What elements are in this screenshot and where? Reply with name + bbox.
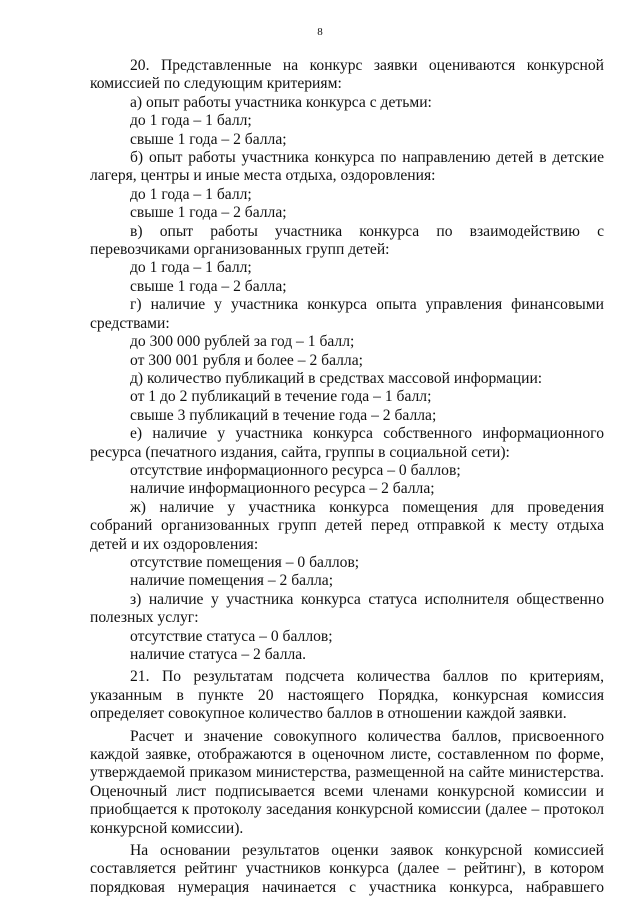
criterion-z-score-0: отсутствие статуса – 0 баллов; (130, 627, 333, 645)
criterion-z-score-2: наличие статуса – 2 балла. (130, 646, 307, 663)
criterion-d-score-1: от 1 до 2 публикаций в течение года – 1 балл; (130, 388, 432, 406)
criterion-d: д) количество публикаций в средствах массовой информации: (130, 369, 543, 387)
paragraph-evaluation-sheet: Расчет и значение совокупного количества баллов, присвоенного каждой заявке, отображаются в оценочном листе, составленном по форме, утверждаемой приказом министерства, размещенной на сайте министерства. Оценочный лист подписывается всеми членами конкурсной комиссии и приобщается к протоколу заседания конкурсной комиссии (далее – протокол конкурсной комиссии). (90, 727, 604, 837)
criterion-zh-score-0: отсутствие помещения – 0 баллов; (130, 553, 360, 571)
criterion-e-score-0: отсутствие информационного ресурса – 0 баллов; (130, 461, 461, 479)
document-body (90, 57, 604, 897)
criterion-zh: ж) наличие у участника конкурса помещения для проведения собраний организованных групп детей перед отправкой к месту отдыха детей и их оздоровления: (90, 498, 604, 553)
criterion-a-score-1: до 1 года – 1 балл; (130, 112, 252, 130)
criterion-a-score-2: свыше 1 года – 2 балла; (130, 130, 287, 148)
criterion-z: з) наличие у участника конкурса статуса исполнителя общественно полезных услуг: (90, 590, 604, 627)
paragraph-rating: На основании результатов оценки заявок конкурсной комиссией составляется рейтинг участников конкурса (далее – рейтинг), в котором порядковая нумерация начинается с участника конкурса, набравшего (90, 842, 604, 896)
criterion-v: в) опыт работы участника конкурса по взаимодействию с перевозчиками организованных групп детей: (90, 222, 604, 259)
criterion-g-score-1: до 300 000 рублей за год – 1 балл; (130, 333, 355, 351)
paragraph-item-21: 21. По результатам подсчета количества баллов по критериям, указанным в пункте 20 настоящего Порядка, конкурсная комиссия определяет совокупное количество баллов в отношении каждой заявки. (90, 668, 604, 723)
criterion-b-score-2: свыше 1 года – 2 балла; (130, 204, 287, 222)
criterion-a: а) опыт работы участника конкурса с детьми: (130, 93, 432, 111)
criterion-g-score-2: от 300 001 рубля и более – 2 балла; (130, 351, 363, 369)
criterion-g: г) наличие у участника конкурса опыта управления финансовыми средствами: (90, 296, 604, 332)
paragraph-item-20-intro: 20. Представленные на конкурс заявки оцениваются конкурсной комиссией по следующим критериям: (90, 57, 604, 93)
criterion-v-score-2: свыше 1 года – 2 балла; (130, 277, 287, 295)
criterion-d-score-2: свыше 3 публикаций в течение года – 2 балла; (130, 406, 437, 424)
criterion-zh-score-2: наличие помещения – 2 балла; (130, 572, 334, 590)
criterion-v-score-1: до 1 года – 1 балл; (130, 259, 252, 277)
criterion-b: б) опыт работы участника конкурса по направлению детей в детские лагеря, центры и иные места отдыха, оздоровления: (90, 149, 604, 185)
criterion-e-score-2: наличие информационного ресурса – 2 балла; (130, 480, 435, 498)
page-number: 8 (317, 26, 323, 38)
criterion-b-score-1: до 1 года – 1 балл; (130, 185, 252, 203)
criterion-e: е) наличие у участника конкурса собственного информационного ресурса (печатного издания, сайта, группы в социальной сети): (90, 425, 604, 461)
